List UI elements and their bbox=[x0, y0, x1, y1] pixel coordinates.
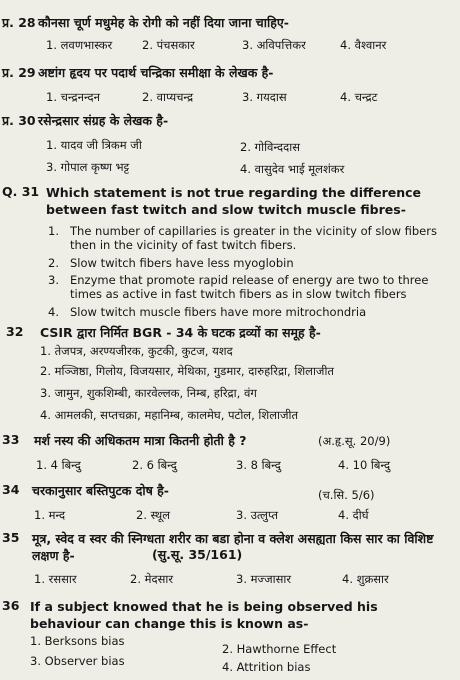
option-2: 2. Hawthorne Effect bbox=[222, 642, 337, 656]
option-text: Slow twitch fibers have less myoglobin bbox=[70, 256, 294, 270]
option-number: 1. bbox=[48, 224, 59, 238]
option-2 bbox=[48, 256, 448, 270]
option-4 bbox=[48, 305, 448, 319]
option-3: 3. 8 बिन्दु bbox=[236, 458, 281, 472]
question-text: चरकानुसार बस्तिपुटक दोष है- bbox=[32, 483, 169, 498]
question-text: मूत्र, स्वेद व स्वर की स्निग्धता शरीर का बडा होना व क्लेश असह्यता किस सार का विशिष्ट लक्षण है- bbox=[32, 531, 434, 563]
option-3: 3. गोपाल कृष्ण भट्ट bbox=[46, 160, 130, 174]
question-text: If a subject knowed that he is being observed his behaviour can change this is known as- bbox=[30, 599, 378, 631]
option-2: 2. स्थूल bbox=[136, 508, 171, 522]
option-2: 2. मेदसार bbox=[130, 572, 174, 586]
option-1: 1. 4 बिन्दु bbox=[36, 458, 81, 472]
option-text: Enzyme that promote rapid release of energy are two to three times as active in fast twitch fibers as in slow twitch fibers bbox=[70, 273, 429, 301]
question-number: 35 bbox=[2, 530, 20, 545]
option-1: 1. Berksons bias bbox=[30, 634, 125, 648]
option-2: 2. गोविन्ददास bbox=[240, 140, 300, 154]
question-number: प्र. 30 bbox=[2, 113, 36, 128]
question-reference: (च.सि. 5/6) bbox=[318, 488, 375, 502]
question-number: 34 bbox=[2, 482, 20, 497]
option-text: Slow twitch muscle fibers have more mitrochondria bbox=[70, 305, 367, 319]
option-4: 4. 10 बिन्दु bbox=[338, 458, 391, 472]
option-4: 4. चन्द्रट bbox=[340, 90, 378, 104]
question-text: रसेन्द्रसार संग्रह के लेखक है- bbox=[38, 113, 169, 128]
option-1 bbox=[48, 224, 448, 252]
option-number: 2. bbox=[48, 256, 59, 270]
question-number: 32 bbox=[6, 324, 24, 339]
question-text: मर्श नस्य की अधिकतम मात्रा कितनी होती है ? bbox=[34, 433, 247, 448]
option-4: 4. वासुदेव भाई मूलशंकर bbox=[240, 162, 345, 176]
option-3: 3. जामुन, शुकशिम्बी, कारवेल्लक, निम्ब, हरिद्रा, वंग bbox=[40, 386, 257, 400]
option-2: 2. पंचसकार bbox=[142, 38, 195, 52]
option-4: 4. Attrition bias bbox=[222, 660, 311, 674]
option-1: 1. रससार bbox=[34, 572, 77, 586]
question-number: प्र. 28 bbox=[2, 15, 36, 30]
option-number: 4. bbox=[48, 305, 59, 319]
option-1: 1. यादव जी त्रिकम जी bbox=[46, 138, 142, 152]
option-1: 1. तेजपत्र, अरण्यजीरक, कुटकी, कुटज, यशद bbox=[40, 344, 233, 358]
option-4: 4. दीर्घ bbox=[338, 508, 369, 522]
option-4: 4. शुक्रसार bbox=[342, 572, 389, 586]
option-1: 1. लवणभास्कर bbox=[46, 38, 113, 52]
option-4: 4. वैश्वानर bbox=[340, 38, 387, 52]
question-number: 36 bbox=[2, 598, 20, 613]
option-2: 2. 6 बिन्दु bbox=[132, 458, 177, 472]
option-3: 3. अविपत्तिकर bbox=[242, 38, 306, 52]
question-text: Which statement is not true regarding the difference between fast twitch and slow twitch muscle fibres- bbox=[46, 185, 422, 217]
option-1: 1. चन्द्रनन्दन bbox=[46, 90, 101, 104]
question-text: कौनसा चूर्ण मधुमेह के रोगी को नहीं दिया जाना चाहिए- bbox=[38, 15, 289, 30]
option-3: 3. उत्लुप्त bbox=[236, 508, 279, 522]
option-2: 2. वाप्यचन्द्र bbox=[142, 90, 194, 104]
option-text: The number of capillaries is greater in the vicinity of slow fibers then in the vicinity of fast twitch fibers. bbox=[70, 224, 437, 252]
question-text: अष्टांग हृदय पर पदार्थ चन्द्रिका समीक्षा के लेखक है- bbox=[38, 65, 274, 80]
question-text: CSIR द्वारा निर्मित BGR - 34 के घटक द्रव्यों का समूह है- bbox=[40, 325, 321, 340]
question-number: प्र. 29 bbox=[2, 65, 36, 80]
option-1: 1. मन्द bbox=[34, 508, 66, 522]
option-3: 3. मज्जासार bbox=[236, 572, 292, 586]
question-number: 33 bbox=[2, 432, 20, 447]
option-number: 3. bbox=[48, 273, 59, 287]
option-3 bbox=[48, 273, 448, 301]
question-reference: (सु.सू. 35/161) bbox=[152, 547, 243, 562]
option-3: 3. Observer bias bbox=[30, 654, 125, 668]
option-2: 2. मञ्जिष्ठा, गिलोय, विजयसार, मेथिका, गुडमार, दारुहरिद्रा, शिलाजीत bbox=[40, 364, 334, 378]
option-4: 4. आमलकी, सप्तचक्रा, महानिम्ब, कालमेघ, पटोल, शिलाजीत bbox=[40, 408, 299, 422]
option-3: 3. गयदास bbox=[242, 90, 287, 104]
question-number: Q. 31 bbox=[2, 184, 40, 199]
question-reference: (अ.हृ.सू. 20/9) bbox=[318, 434, 391, 448]
